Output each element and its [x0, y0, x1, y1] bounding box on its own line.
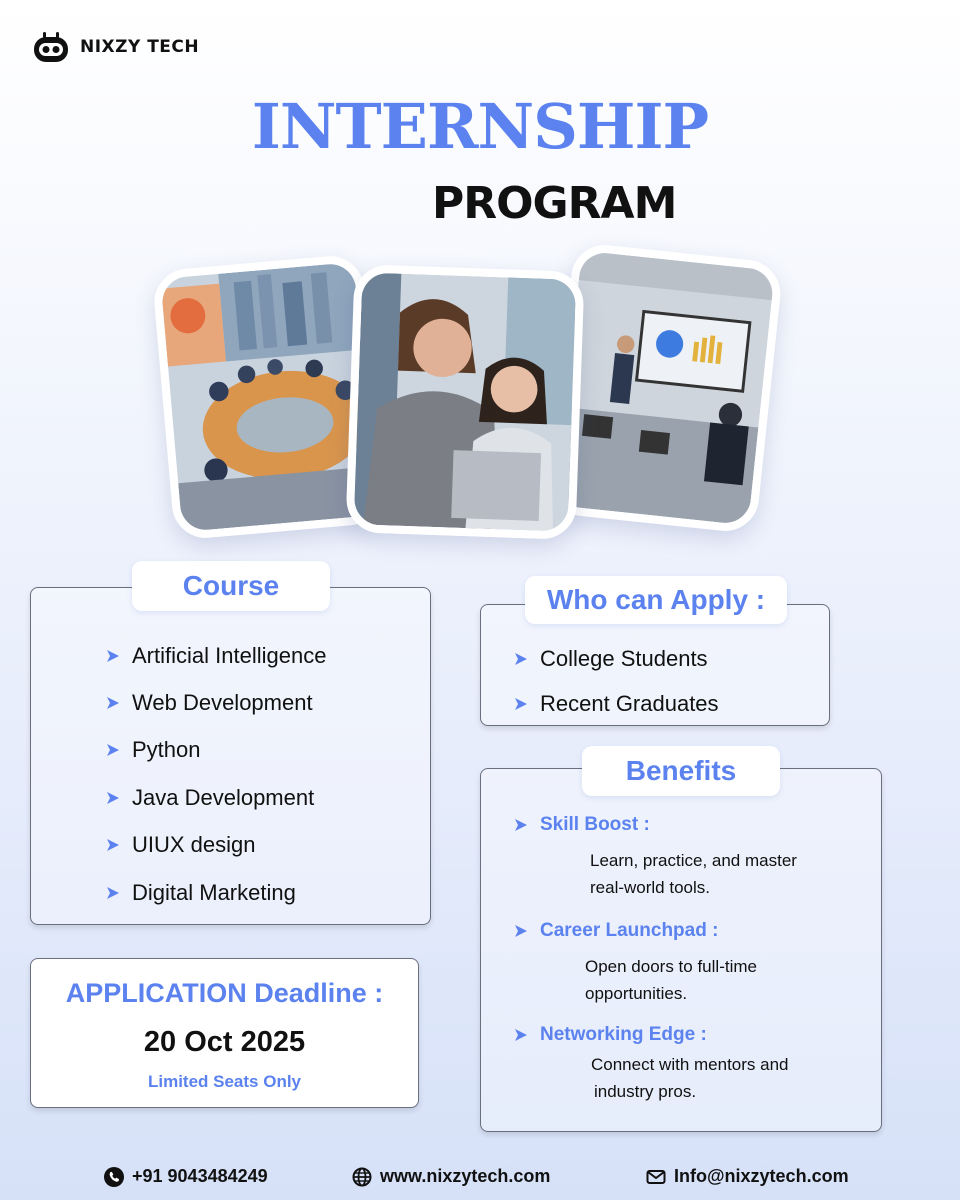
deadline-date: 20 Oct 2025: [143, 1026, 306, 1058]
brand: [32, 30, 199, 64]
footer-phone[interactable]: [104, 1166, 268, 1187]
who-heading: Who can Apply :: [525, 576, 787, 624]
arrow-icon: [106, 886, 120, 900]
globe-icon: [352, 1167, 372, 1187]
deadline-title: APPLICATION Deadline :: [65, 978, 384, 1008]
arrow-icon: [106, 791, 120, 805]
arrow-icon: [106, 743, 120, 757]
title-internship: INTERNSHIP: [251, 90, 709, 163]
website-text: www.nixzytech.com: [380, 1166, 551, 1186]
benefit-title: Networking Edge :: [514, 1024, 707, 1046]
list-item: Java Development: [106, 774, 326, 821]
mentoring-photo: [345, 264, 584, 540]
who-list: [514, 636, 719, 726]
phone-icon: [104, 1167, 124, 1187]
list-item: Recent Graduates: [514, 681, 719, 726]
benefit-description: Connect with mentors and industry pros.: [591, 1055, 789, 1101]
brand-name: NIXZY TECH: [80, 37, 200, 57]
footer-website[interactable]: [352, 1166, 550, 1187]
deadline-note: Limited Seats Only: [147, 1072, 302, 1091]
title-program: PROGRAM: [432, 178, 677, 229]
email-text: Info@nixzytech.com: [674, 1166, 849, 1186]
course-heading: Course: [132, 561, 330, 611]
arrow-icon: [514, 697, 528, 711]
list-item: UIUX design: [106, 822, 326, 869]
benefit-description: Learn, practice, and master real-world tools.: [590, 851, 797, 897]
list-item: Web Development: [106, 679, 326, 726]
arrow-icon: [514, 1028, 528, 1042]
benefits-heading: Benefits: [582, 746, 780, 796]
presentation-photo: [546, 242, 783, 534]
arrow-icon: [106, 696, 120, 710]
list-item: Digital Marketing: [106, 869, 326, 916]
arrow-icon: [514, 818, 528, 832]
list-item: Python: [106, 727, 326, 774]
arrow-icon: [106, 649, 120, 663]
arrow-icon: [514, 924, 528, 938]
benefit-description: Open doors to full-time opportunities.: [585, 957, 757, 1003]
arrow-icon: [514, 652, 528, 666]
arrow-icon: [106, 838, 120, 852]
robot-logo-icon: [32, 30, 70, 64]
footer-email[interactable]: [646, 1166, 849, 1187]
mail-icon: [646, 1167, 666, 1187]
benefit-title: Career Launchpad :: [514, 920, 718, 942]
phone-text: +91 9043484249: [132, 1166, 268, 1186]
list-item: Artificial Intelligence: [106, 632, 326, 679]
course-list: [106, 632, 326, 916]
benefit-title: Skill Boost :: [514, 814, 650, 836]
list-item: College Students: [514, 636, 719, 681]
